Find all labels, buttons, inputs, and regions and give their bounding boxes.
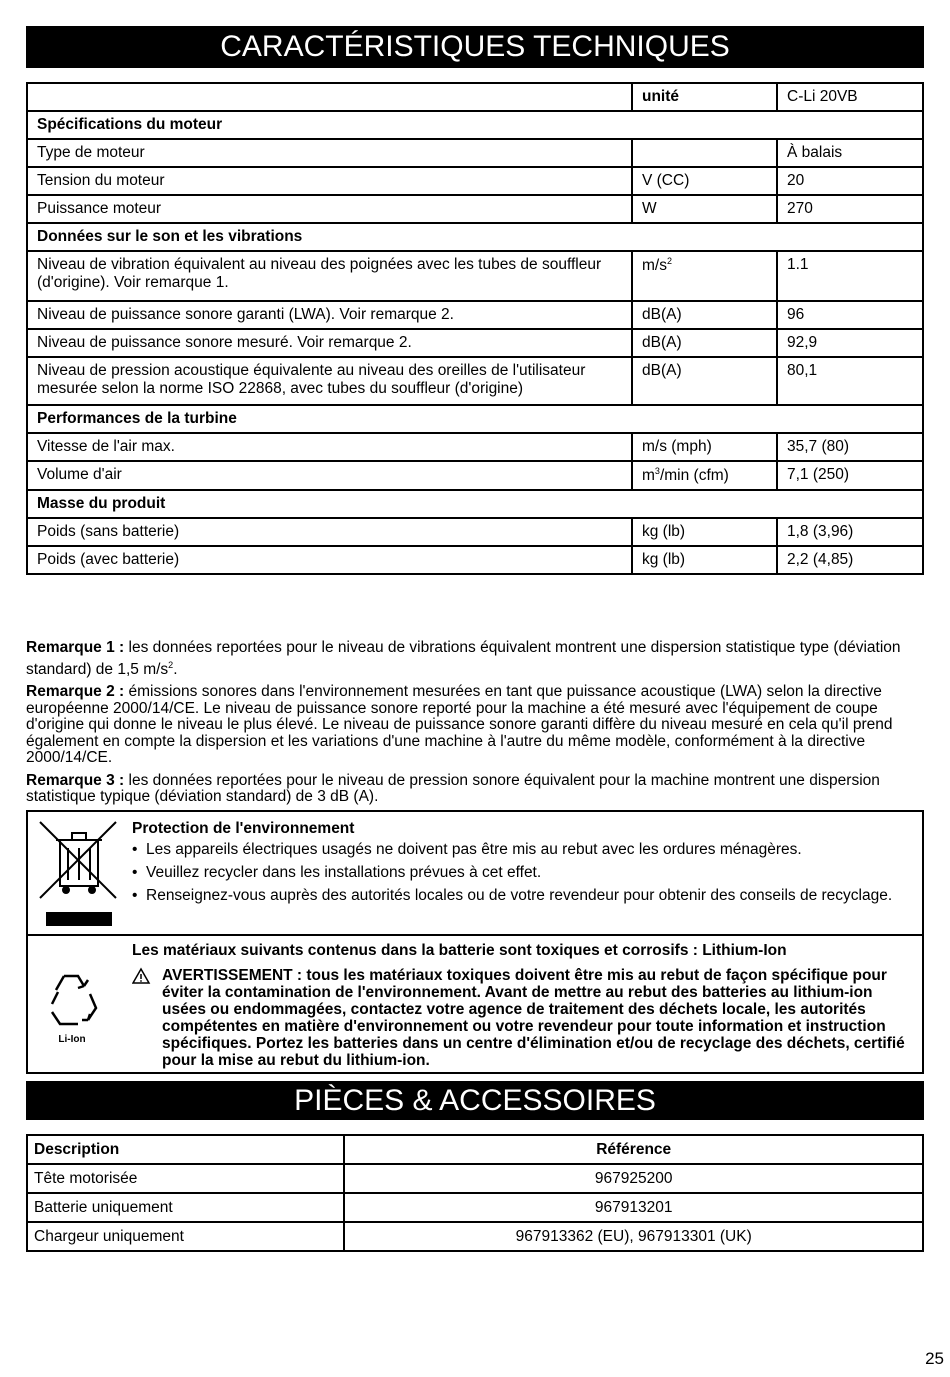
model-header: C-Li 20VB <box>777 83 923 111</box>
unit-header: unité <box>632 83 777 111</box>
row-unit: dB(A) <box>632 329 777 357</box>
row-unit: dB(A) <box>632 357 777 405</box>
row-label: Puissance moteur <box>27 195 632 223</box>
section-row <box>27 223 923 251</box>
row-label: Type de moteur <box>27 139 632 167</box>
row-value: 1.1 <box>777 251 923 301</box>
row-label: Niveau de puissance sonore garanti (LWA). Voir remarque 2. <box>27 301 632 329</box>
battery-warning: AVERTISSEMENT : tous les matériaux toxiques doivent être mis au rebut de façon spécifique pour éviter la contamination de l'environnement. Avant de mettre au rebut des batteries au lithium-ion usées ou endommagées, contactez votre agence de traitement des déchets locale, les autorités compétentes en matière d'environnement ou votre revendeur pour toute information et instruction spécifiques. Portez les batteries dans un centre d'élimination et/ou de recyclage des déchets, certifié pour la mise au rebut du lithium-ion. <box>162 967 905 1069</box>
unit-rest: /min (cfm) <box>659 467 729 485</box>
remark-3 <box>26 773 926 806</box>
section-row <box>27 111 923 139</box>
row-value: 270 <box>777 195 923 223</box>
part-reference: 967913201 <box>344 1193 923 1222</box>
parts-table <box>26 1134 924 1252</box>
table-row <box>27 329 923 357</box>
unit-base: m <box>642 467 655 485</box>
unit-base: m/s <box>642 257 667 275</box>
row-unit: V (CC) <box>632 167 777 195</box>
row-label: Niveau de puissance sonore mesuré. Voir remarque 2. <box>27 329 632 357</box>
remark-text: émissions sonores dans l'environnement mesurées en tant que puissance acoustique (LWA) selon la directive européenne 2000/14/CE. Le niveau de puissance sonore reporté pour la machine a été mesuré avec l'équipement de coupe d'origine qui donne le niveau le plus élevé. Le niveau de puissance sonore garanti diffère du niveau mesuré en cela qu'il prend également en compte la dispersion et les variations d'une machine à l'autre du même modèle, conformément à la directive 2000/14/CE. <box>26 683 893 767</box>
table-row <box>27 461 923 490</box>
row-value: À balais <box>777 139 923 167</box>
table-row <box>27 518 923 546</box>
row-value: 80,1 <box>777 357 923 405</box>
page-number: 25 <box>925 1349 944 1368</box>
description-header: Description <box>27 1135 344 1164</box>
li-ion-label: Li-Ion <box>58 1034 86 1045</box>
table-row <box>27 139 923 167</box>
row-label: Poids (avec batterie) <box>27 546 632 574</box>
divider <box>28 934 922 936</box>
remark-2 <box>26 684 926 767</box>
row-value: 1,8 (3,96) <box>777 518 923 546</box>
remark-label: Remarque 1 : <box>26 639 125 656</box>
unit-superscript: 2 <box>666 256 672 266</box>
table-row <box>27 357 923 405</box>
sound-section-title: Données sur le son et les vibrations <box>27 223 923 251</box>
row-value: 20 <box>777 167 923 195</box>
remark-superscript: 2 <box>168 659 174 670</box>
row-unit <box>632 251 777 301</box>
remark-1 <box>26 640 926 678</box>
part-description: Chargeur uniquement <box>27 1222 344 1251</box>
row-unit: kg (lb) <box>632 518 777 546</box>
remarks-section <box>26 640 926 812</box>
table-row <box>27 195 923 223</box>
battery-title: Les matériaux suivants contenus dans la batterie sont toxiques et corrosifs : Lithium-Ion <box>132 942 787 959</box>
row-value: 2,2 (4,85) <box>777 546 923 574</box>
row-unit: dB(A) <box>632 301 777 329</box>
environment-title: Protection de l'environnement <box>132 820 355 837</box>
row-value: 7,1 (250) <box>777 461 923 490</box>
row-unit <box>632 139 777 167</box>
recycle-li-ion-icon <box>42 968 102 1048</box>
list-item: • Renseignez-vous auprès des autorités locales ou de votre revendeur pour obtenir des conseils de recyclage. <box>132 887 912 904</box>
environment-box <box>26 810 924 1074</box>
part-description: Tête motorisée <box>27 1164 344 1193</box>
row-value: 96 <box>777 301 923 329</box>
mass-section-title: Masse du produit <box>27 490 923 518</box>
part-reference: 967913362 (EU), 967913301 (UK) <box>344 1222 923 1251</box>
turbine-section-title: Performances de la turbine <box>27 405 923 433</box>
table-row <box>27 301 923 329</box>
row-unit: m/s (mph) <box>632 433 777 461</box>
list-item: • Veuillez recycler dans les installations prévues à cet effet. <box>132 864 912 881</box>
row-label: Tension du moteur <box>27 167 632 195</box>
row-value: 35,7 (80) <box>777 433 923 461</box>
tech-specs-title: CARACTÉRISTIQUES TECHNIQUES <box>26 26 924 68</box>
parts-title: PIÈCES & ACCESSOIRES <box>26 1081 924 1120</box>
remark-label: Remarque 2 : <box>26 683 125 701</box>
table-row <box>27 1164 923 1193</box>
section-row <box>27 405 923 433</box>
part-description: Batterie uniquement <box>27 1193 344 1222</box>
row-label: Niveau de pression acoustique équivalente au niveau des oreilles de l'utilisateur mesurée selon la norme ISO 22868, avec tubes du souffleur (d'origine) <box>27 357 632 405</box>
unit-superscript: 3 <box>654 466 660 476</box>
environment-list <box>132 841 912 904</box>
row-label: Niveau de vibration équivalent au niveau des poignées avec les tubes de souffleur (d'origine). Voir remarque 1. <box>27 251 632 301</box>
motor-section-title: Spécifications du moteur <box>27 111 923 139</box>
parts-header-row <box>27 1135 923 1164</box>
row-unit: W <box>632 195 777 223</box>
row-unit: kg (lb) <box>632 546 777 574</box>
remark-text: les données reportées pour le niveau de pression sonore équivalent pour la machine montrent une dispersion statistique typique (déviation standard) de 3 dB (A). <box>26 771 880 806</box>
row-value: 92,9 <box>777 329 923 357</box>
part-reference: 967925200 <box>344 1164 923 1193</box>
reference-header: Référence <box>344 1135 923 1164</box>
specs-header-row <box>27 83 923 111</box>
remark-end: . <box>173 660 178 678</box>
row-label: Volume d'air <box>27 461 632 490</box>
section-row <box>27 490 923 518</box>
remark-text: les données reportées pour le niveau de vibrations équivalent montrent une dispersion statistique type (déviation standard) de 1,5 m/s <box>26 639 901 678</box>
table-row <box>27 167 923 195</box>
table-row <box>27 251 923 301</box>
list-item: • Les appareils électriques usagés ne doivent pas être mis au rebut avec les ordures ménagères. <box>132 841 912 858</box>
row-unit <box>632 461 777 490</box>
remark-label: Remarque 3 : <box>26 771 125 789</box>
table-row <box>27 546 923 574</box>
crossed-out-bin-icon <box>38 820 118 928</box>
tech-specs-table <box>26 82 924 575</box>
warning-icon <box>132 967 162 985</box>
table-row <box>27 433 923 461</box>
row-label: Poids (sans batterie) <box>27 518 632 546</box>
table-row <box>27 1193 923 1222</box>
row-label: Vitesse de l'air max. <box>27 433 632 461</box>
table-row <box>27 1222 923 1251</box>
